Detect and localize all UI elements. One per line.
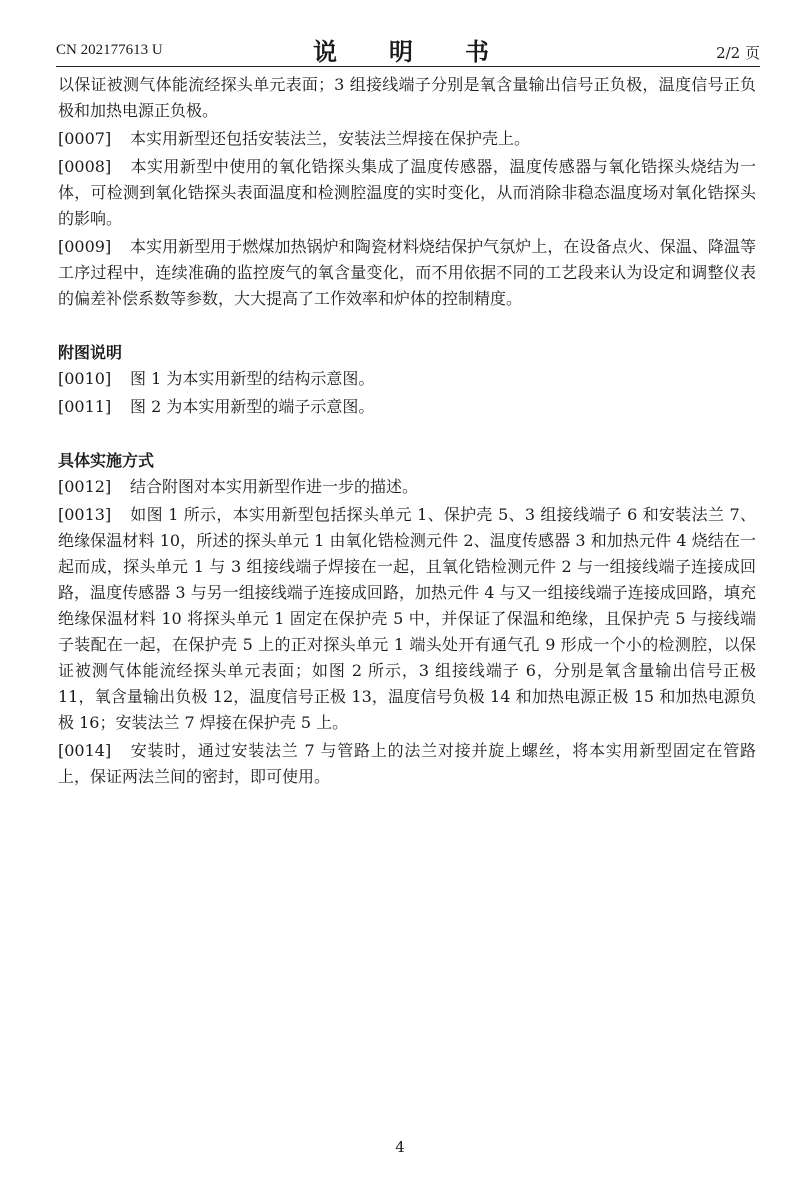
paragraph-text: 图 2 为本实用新型的端子示意图。 (130, 397, 375, 416)
section-heading-embodiment: 具体实施方式 (58, 451, 155, 470)
paragraph-text: 安装时，通过安装法兰 7 与管路上的法兰对接并旋上螺丝，将本实用新型固定在管路上，保证两法兰间的密封，即可使用。 (58, 741, 756, 786)
paragraph-text: 结合附图对本实用新型作进一步的描述。 (130, 477, 419, 496)
paragraph-0011 (58, 394, 756, 420)
paragraph-number: [0010] (58, 369, 112, 388)
section-heading-figures: 附图说明 (58, 343, 123, 362)
page-header (56, 30, 760, 64)
paragraph-0014 (58, 738, 756, 790)
page-indicator: 2/2 页 (716, 44, 760, 62)
paragraph-text: 如图 1 所示，本实用新型包括探头单元 1、保护壳 5、3 组接线端子 6 和安装法兰 7、绝缘保温材料 10，所述的探头单元 1 由氧化锆检测元件 2、温度传感器 3 和加热元件 4 烧结在一起而成，探头单元 1 与 3 组接线端子焊接在一起，且氧化锆检测元件 2 与一组接线端子连接成回路，温度传感器 3 与另一组接线端子连接成回路，加热元件 4 与又一组接线端子连接成回路，填充绝缘保温材料 10 将探头单元 1 固定在保护壳 5 中，并保证了保温和绝缘，且保护壳 5 与接线端子装配在一起，在保护壳 5 上的正对探头单元 1 端头处开有通气孔 9 形成一个小的检测腔，以保证被测气体能流经探头单元表面；如图 2 所示，3 组接线端子 6，分别是氧含量输出信号正极 11，氧含量输出负极 12，温度信号正极 13，温度信号负极 14 和加热电源正极 15 和加热电源负极 16；安装法兰 7 焊接在保护壳 5 上。 (58, 505, 756, 732)
paragraph-text: 本实用新型中使用的氧化锆探头集成了温度传感器，温度传感器与氧化锆探头烧结为一体，可检测到氧化锆探头表面温度和检测腔温度的实时变化，从而消除非稳态温度场对氧化锆探头的影响。 (58, 157, 756, 228)
document-title: 说 明 书 (313, 37, 503, 66)
paragraph-number: [0007] (58, 129, 112, 148)
paragraph-0013 (58, 502, 756, 736)
paragraph-0012 (58, 474, 756, 500)
paragraph-0007 (58, 126, 756, 152)
paragraph-0008 (58, 154, 756, 232)
paragraph-number: [0008] (58, 157, 112, 176)
paragraph-text: 本实用新型还包括安装法兰，安装法兰焊接在保护壳上。 (130, 129, 531, 148)
paragraph-number: [0009] (58, 237, 112, 256)
paragraph-number: [0013] (58, 505, 112, 524)
header-divider (56, 66, 760, 67)
paragraph-0009 (58, 234, 756, 312)
page-number: 4 (395, 1138, 405, 1156)
paragraph-number: [0014] (58, 741, 112, 760)
paragraph-0010 (58, 366, 756, 392)
document-body (58, 72, 756, 792)
publication-number: CN 202177613 U (56, 42, 163, 58)
paragraph-text: 图 1 为本实用新型的结构示意图。 (130, 369, 375, 388)
paragraph-number: [0011] (58, 397, 112, 416)
continued-paragraph: 以保证被测气体能流经探头单元表面；3 组接线端子分别是氧含量输出信号正负极，温度信号正负极和加热电源正负极。 (58, 75, 756, 120)
paragraph-number: [0012] (58, 477, 112, 496)
paragraph-text: 本实用新型用于燃煤加热锅炉和陶瓷材料烧结保护气氛炉上，在设备点火、保温、降温等工序过程中，连续准确的监控废气的氧含量变化，而不用依据不同的工艺段来认为设定和调整仪表的偏差补偿系数等参数，大大提高了工作效率和炉体的控制精度。 (58, 237, 756, 308)
